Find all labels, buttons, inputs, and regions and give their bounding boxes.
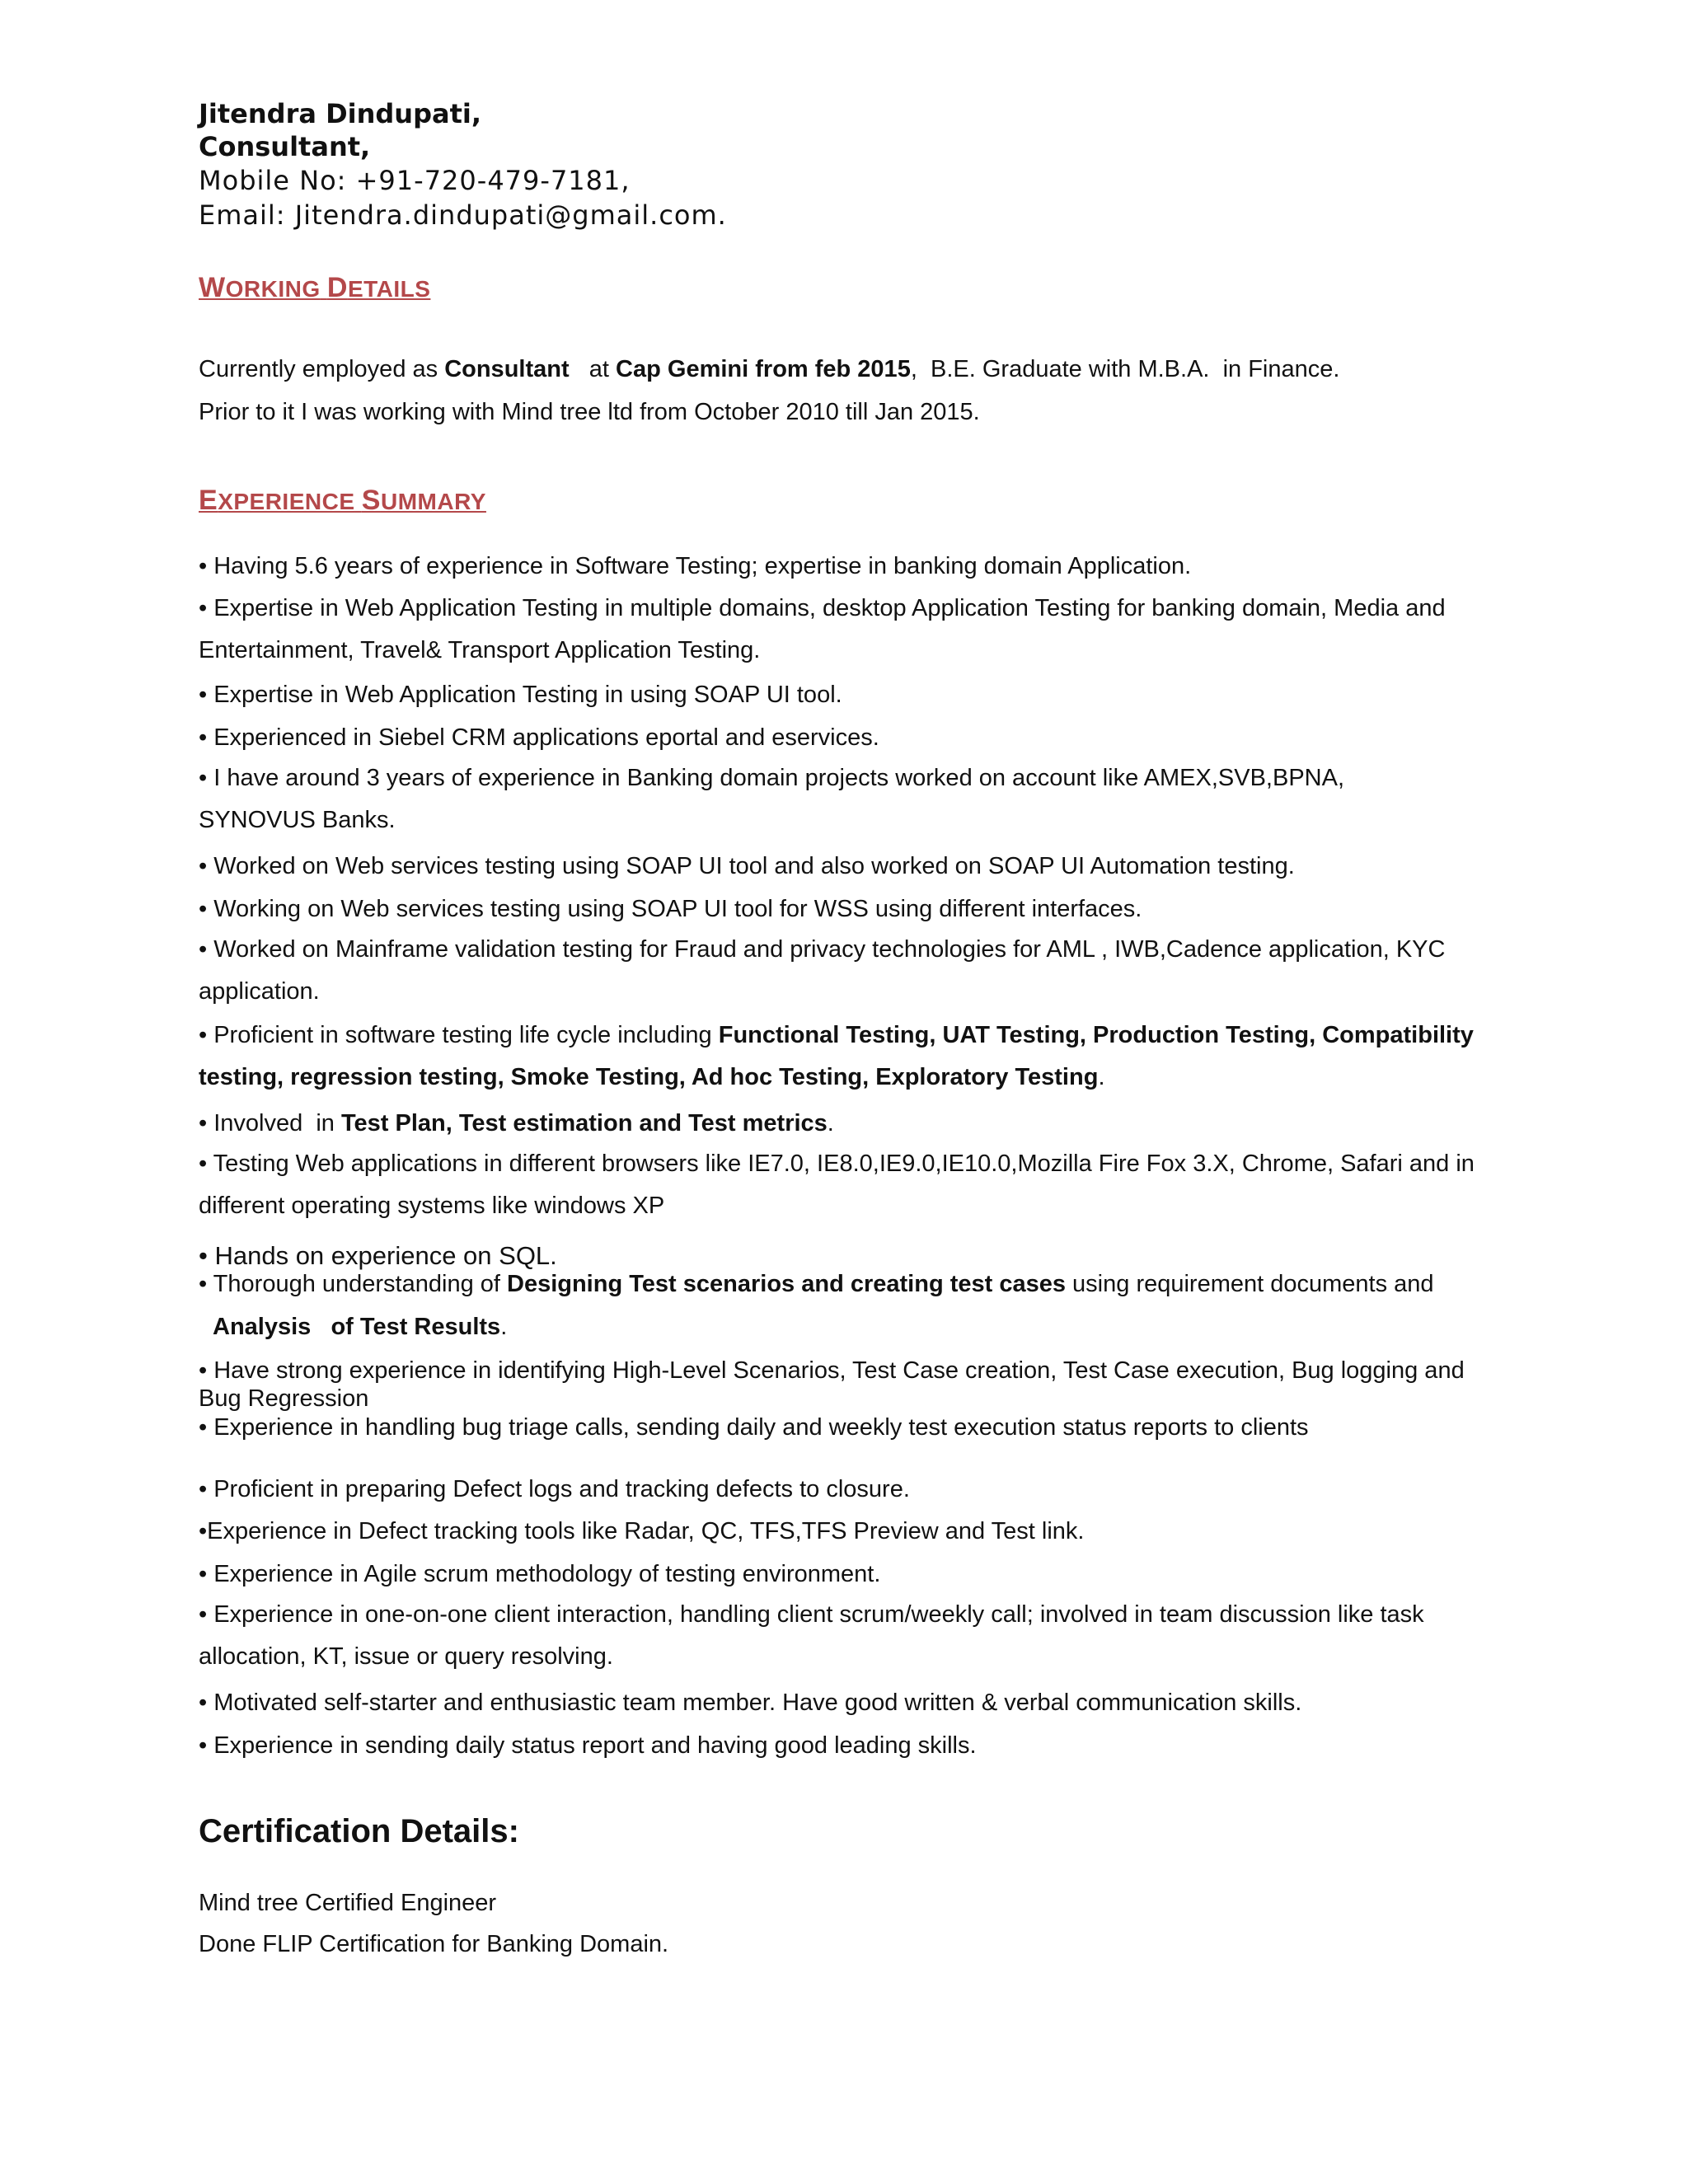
experience-bullet: • Worked on Mainframe validation testing for Fraud and privacy technologies for AML , IWB,Cadence application, KYC application. xyxy=(199,936,1446,1005)
experience-bullet: • Involved in Test Plan, Test estimation and Test metrics. xyxy=(199,1110,834,1137)
candidate-name: Jitendra Dindupati, xyxy=(199,98,481,129)
mobile-number: Mobile No: +91-720-479-7181, xyxy=(199,165,631,196)
experience-bullet: • Proficient in preparing Defect logs and tracking defects to closure. xyxy=(199,1476,910,1502)
experience-bullet: • Worked on Web services testing using SOAP UI tool and also worked on SOAP UI Automation testing. xyxy=(199,853,1295,879)
experience-bullet: • Experienced in Siebel CRM applications eportal and eservices. xyxy=(199,724,879,751)
experience-summary-heading: EXPERIENCE SUMMARY xyxy=(199,485,486,516)
experience-bullet: • Proficient in software testing life cycle including Functional Testing, UAT Testing, Production Testing, Compatibility testing, regression testing, Smoke Testing, Ad hoc Testing, Exploratory Testing. xyxy=(199,1022,1474,1090)
experience-bullet: • Testing Web applications in different browsers like IE7.0, IE8.0,IE9.0,IE10.0,Mozilla Fire Fox 3.X, Chrome, Safari and in different operating systems like windows XP xyxy=(199,1151,1475,1219)
experience-bullet: • Having 5.6 years of experience in Software Testing; expertise in banking domain Application. xyxy=(199,553,1192,579)
experience-bullet: • Expertise in Web Application Testing in multiple domains, desktop Application Testing for banking domain, Media and Entertainment, Travel& Transport Application Testing. xyxy=(199,595,1446,663)
experience-bullet: • Experience in Agile scrum methodology of testing environment. xyxy=(199,1561,881,1587)
experience-bullet: •Experience in Defect tracking tools like Radar, QC, TFS,TFS Preview and Test link. xyxy=(199,1518,1085,1544)
experience-bullet: • Hands on experience on SQL. xyxy=(199,1241,557,1270)
certification-item: Done FLIP Certification for Banking Domain. xyxy=(199,1931,669,1957)
experience-bullet: • Experience in one-on-one client interaction, handling client scrum/weekly call; involved in team discussion like task allocation, KT, issue or query resolving. xyxy=(199,1601,1424,1670)
experience-bullet: • Motivated self-starter and enthusiastic team member. Have good written & verbal communication skills. xyxy=(199,1690,1302,1716)
experience-bullet: • Have strong experience in identifying High-Level Scenarios, Test Case creation, Test Case execution, Bug logging and Bug Regression xyxy=(199,1357,1465,1412)
previous-employment: Prior to it I was working with Mind tree ltd from October 2010 till Jan 2015. xyxy=(199,399,980,425)
certification-heading: Certification Details: xyxy=(199,1813,519,1849)
certification-item: Mind tree Certified Engineer xyxy=(199,1890,497,1916)
experience-bullet: • I have around 3 years of experience in Banking domain projects worked on account like AMEX,SVB,BPNA, SYNOVUS Banks. xyxy=(199,765,1345,833)
working-details-heading: WORKING DETAILS xyxy=(199,272,431,303)
experience-bullet: • Expertise in Web Application Testing in using SOAP UI tool. xyxy=(199,682,842,708)
contact-header xyxy=(199,97,727,232)
email-address: Email: Jitendra.dindupati@gmail.com. xyxy=(199,199,727,231)
experience-bullet: • Experience in handling bug triage calls, sending daily and weekly test execution status reports to clients xyxy=(199,1414,1309,1441)
experience-bullet: • Thorough understanding of Designing Test scenarios and creating test cases using requirement documents and xyxy=(199,1271,1434,1297)
experience-bullet-continuation: Analysis of Test Results. xyxy=(213,1314,508,1340)
candidate-role: Consultant, xyxy=(199,131,371,162)
experience-bullet: • Working on Web services testing using SOAP UI tool for WSS using different interfaces. xyxy=(199,896,1142,922)
employment-paragraph: Currently employed as Consultant at Cap Gemini from feb 2015, B.E. Graduate with M.B.A. in Finance. xyxy=(199,356,1340,382)
experience-bullet: • Experience in sending daily status report and having good leading skills. xyxy=(199,1732,977,1759)
